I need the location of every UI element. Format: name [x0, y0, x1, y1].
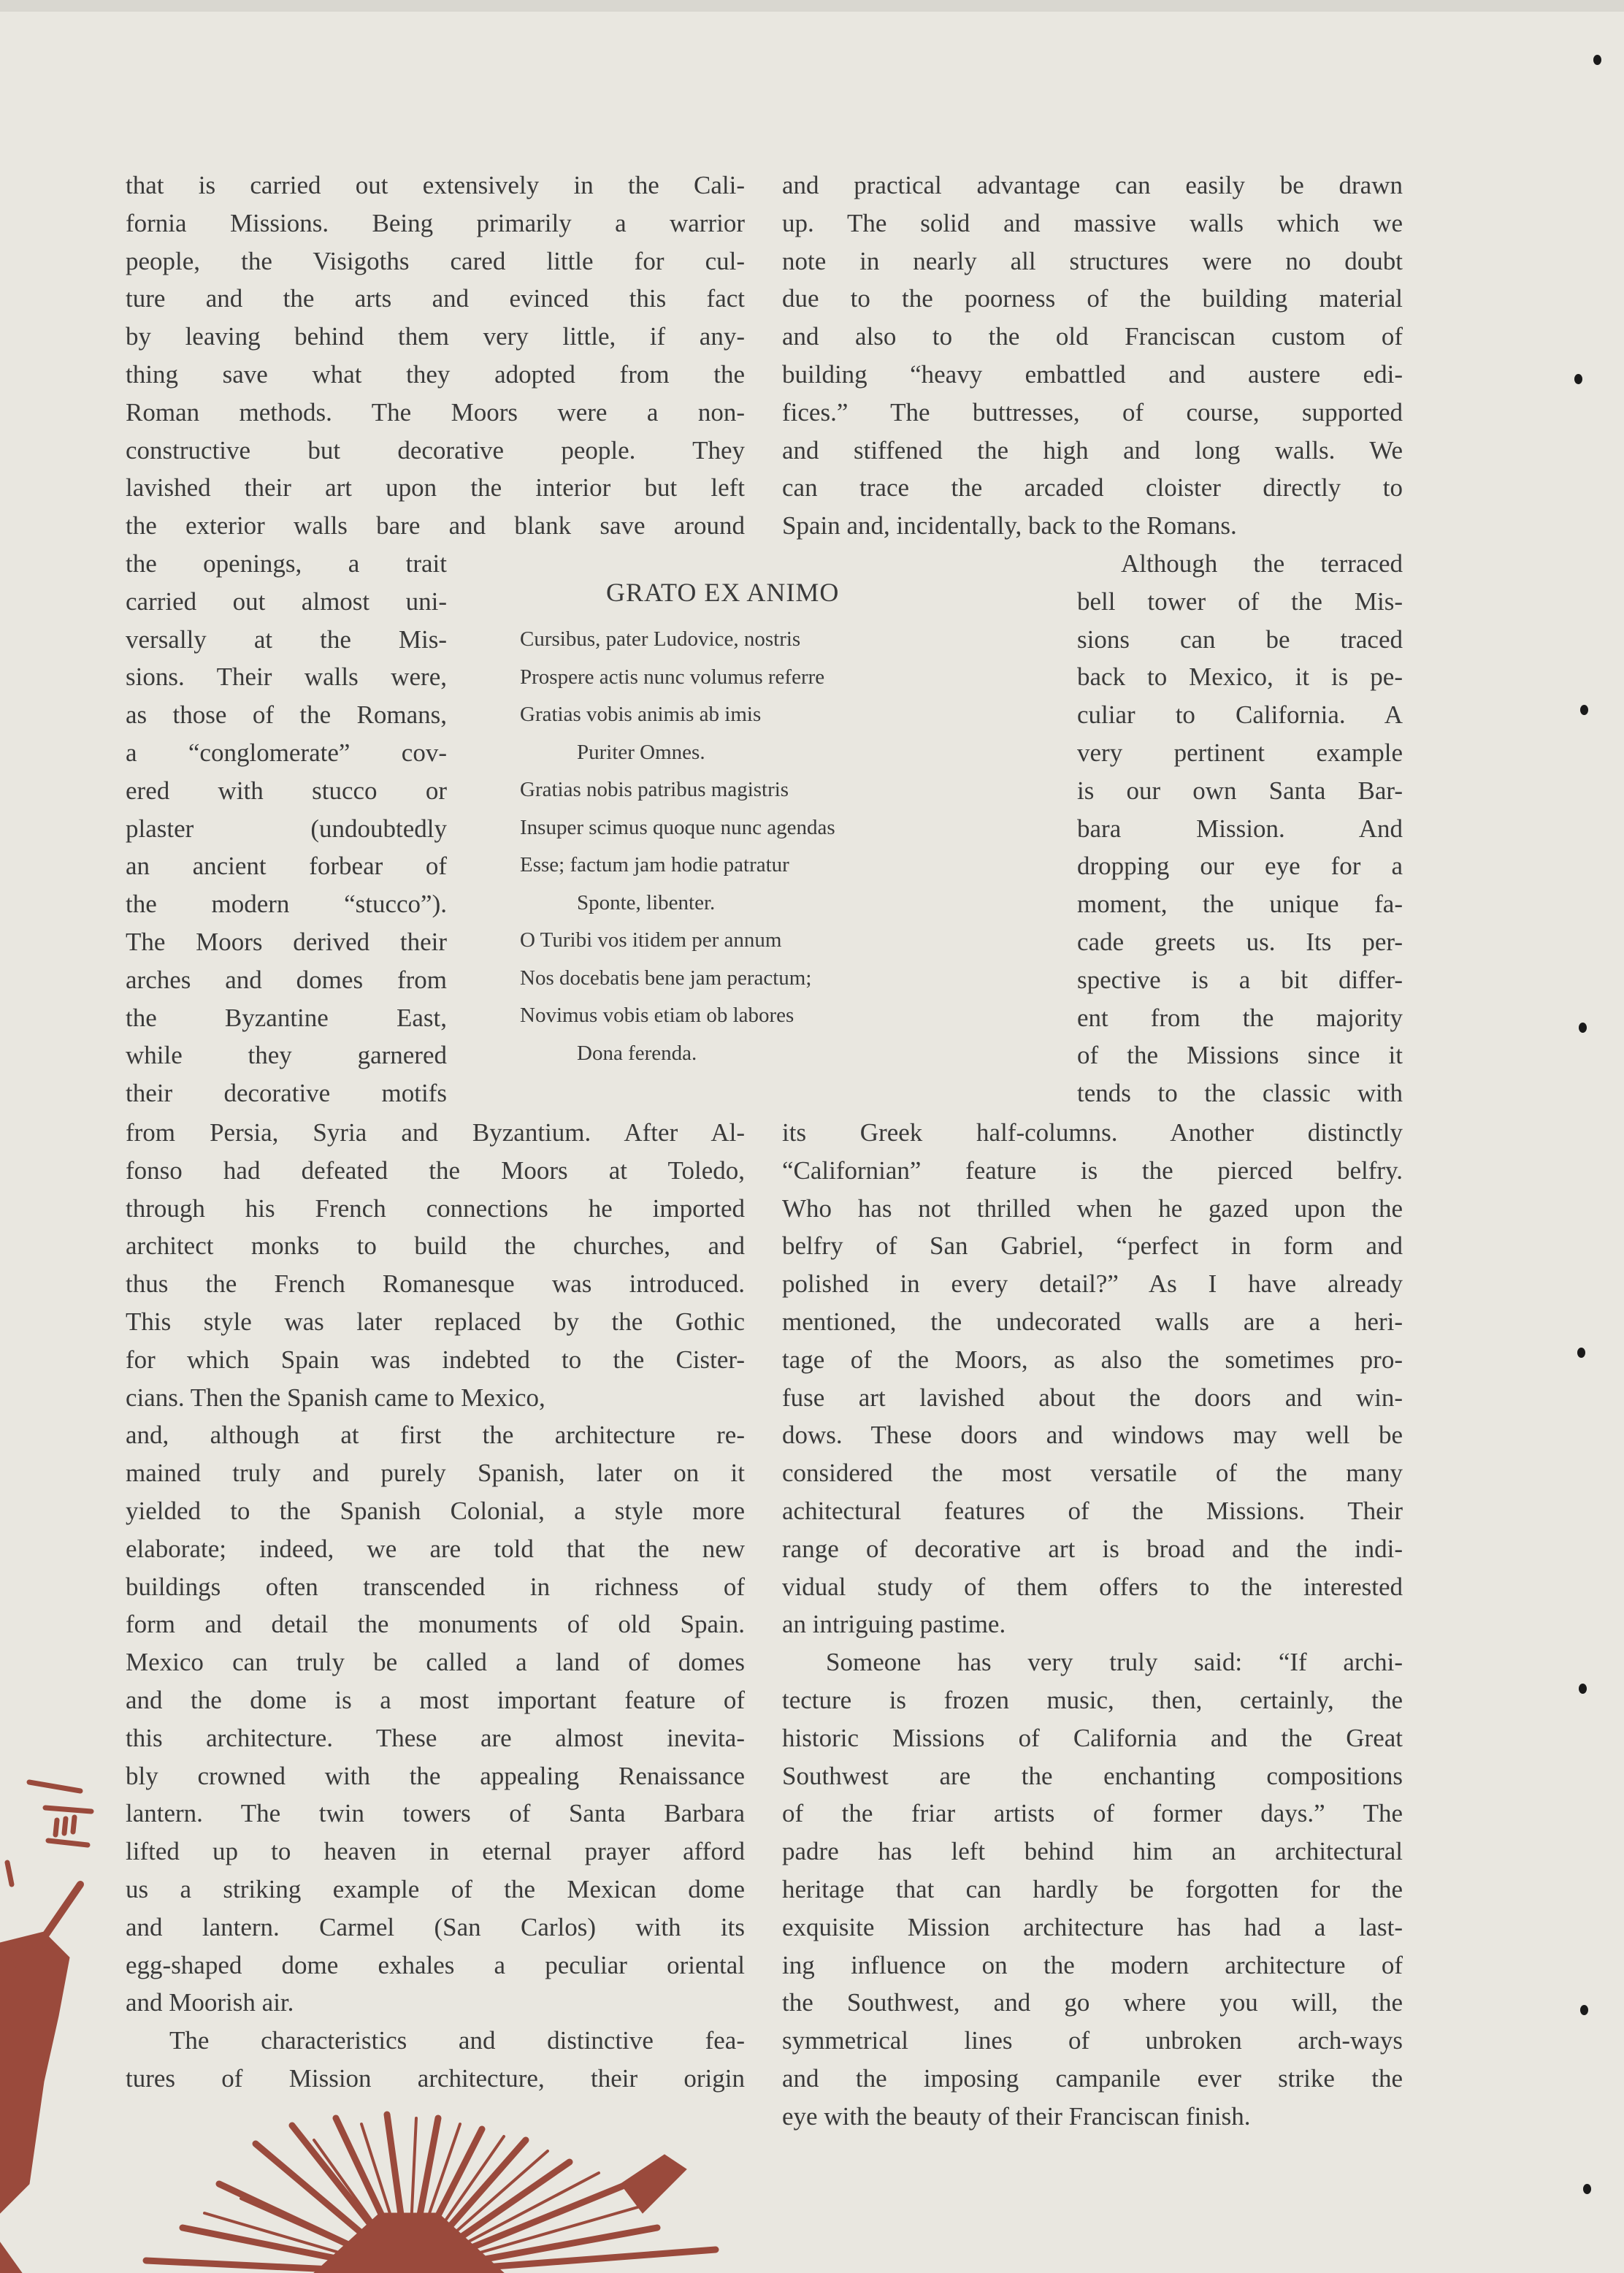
text-line: eye with the beauty of their Franciscan finish. — [782, 2101, 1251, 2131]
text-line: building “heavy embattled and austere edi- — [782, 359, 1403, 389]
poem — [520, 577, 1016, 1072]
text-line: The characteristics and distinctive fea- — [169, 2026, 745, 2055]
woodcut-decoration-icon — [0, 1775, 789, 2273]
poem-line: Esse; factum jam hodie patratur — [520, 853, 789, 876]
text-line: the modern “stucco”). — [126, 890, 447, 919]
text-line: Who has not thrilled when he gazed upon the — [782, 1193, 1403, 1223]
text-line: culiar to California. A — [1077, 700, 1403, 730]
text-line: sions. Their walls were, — [126, 662, 447, 692]
text-line: as those of the Romans, — [126, 700, 447, 730]
text-line: that is carried out extensively in the Cali- — [126, 171, 745, 199]
text-line: mained truly and purely Spanish, later on it — [126, 1459, 745, 1488]
text-line: this architecture. These are almost inevita- — [126, 1723, 745, 1752]
text-line: form and detail the monuments of old Spain. — [126, 1610, 745, 1639]
poem-line: Prospere actis nunc volumus referre — [520, 665, 825, 689]
text-line: us a striking example of the Mexican dome — [126, 1874, 745, 1903]
text-line: arches and domes from — [126, 965, 447, 994]
text-line: tures of Mission architecture, their origin — [126, 2063, 745, 2093]
text-line: dows. These doors and windows may well be — [782, 1421, 1403, 1450]
text-line: bell tower of the Mis- — [1077, 587, 1403, 616]
poem-line: Gratias vobis animis ab imis — [520, 703, 762, 726]
text-line: sions can be traced — [1077, 624, 1403, 654]
text-line: is our own Santa Bar- — [1077, 776, 1403, 805]
binding-hole-icon — [1580, 2005, 1588, 2015]
text-line: people, the Visigoths cared little for cul- — [126, 246, 745, 275]
text-line: spective is a bit differ- — [1077, 965, 1403, 994]
text-line: “Californian” feature is the pierced belfry. — [782, 1155, 1403, 1185]
right-column-upper — [782, 167, 1403, 545]
text-line: dropping our eye for a — [1077, 852, 1403, 881]
poem-line: Dona ferenda. — [577, 1041, 697, 1065]
poem-line: Cursibus, pater Ludovice, nostris — [520, 627, 801, 651]
binding-holes — [1570, 0, 1624, 2273]
poem-line: Puriter Omnes. — [577, 740, 705, 764]
binding-hole-icon — [1577, 1348, 1585, 1358]
text-line: of the friar artists of former days.” The — [782, 1799, 1403, 1828]
text-line: while they garnered — [126, 1041, 447, 1070]
text-line: thing save what they adopted from the — [126, 359, 745, 389]
text-line: ered with stucco or — [126, 776, 447, 805]
text-line: mentioned, the undecorated walls are a heri- — [782, 1307, 1403, 1336]
text-line: fornia Missions. Being primarily a warrior — [126, 208, 745, 237]
text-line: an ancient forbear of — [126, 852, 447, 881]
text-line: note in nearly all structures were no doubt — [782, 246, 1403, 275]
text-line: buildings often transcended in richness of — [126, 1572, 745, 1601]
poem-line: Novimus vobis etiam ob labores — [520, 1004, 794, 1027]
text-line: due to the poorness of the building material — [782, 284, 1403, 313]
text-line: Roman methods. The Moors were a non- — [126, 397, 745, 427]
text-line: symmetrical lines of unbroken arch-ways — [782, 2026, 1403, 2055]
text-line: can trace the arcaded cloister directly to — [782, 473, 1403, 503]
text-line: by leaving behind them very little, if any- — [126, 322, 745, 351]
text-line: and the imposing campanile ever strike the — [782, 2063, 1403, 2093]
binding-hole-icon — [1579, 1684, 1587, 1694]
text-line: their decorative motifs — [126, 1079, 447, 1108]
text-line: bly crowned with the appealing Renaissance — [126, 1761, 745, 1790]
text-line: range of decorative art is broad and the indi- — [782, 1534, 1403, 1563]
left-column-narrow — [126, 545, 447, 1112]
text-line: elaborate; indeed, we are told that the new — [126, 1534, 745, 1563]
text-line: historic Missions of California and the Great — [782, 1723, 1403, 1752]
text-line: ing influence on the modern architecture of — [782, 1950, 1403, 1979]
text-line: Someone has very truly said: “If archi- — [826, 1648, 1403, 1677]
text-line: lantern. The twin towers of Santa Barbara — [126, 1799, 745, 1828]
text-line: up. The solid and massive walls which we — [782, 208, 1403, 237]
text-line: through his French connections he imported — [126, 1193, 745, 1223]
binding-hole-icon — [1574, 374, 1582, 384]
text-line: vidual study of them offers to the interested — [782, 1572, 1403, 1601]
text-line: of the Missions since it — [1077, 1041, 1403, 1070]
text-line: tends to the classic with — [1077, 1079, 1403, 1108]
text-line: and Moorish air. — [126, 1988, 294, 2017]
poem-line: O Turibi vos itidem per annum — [520, 928, 782, 952]
text-line: an intriguing pastime. — [782, 1610, 1006, 1639]
poem-line: Nos docebatis bene jam peractum; — [520, 966, 812, 990]
text-line: its Greek half-columns. Another distinctly — [782, 1118, 1403, 1147]
text-line: for which Spain was indebted to the Cister- — [126, 1345, 745, 1374]
poem-line: Insuper scimus quoque nunc agendas — [520, 815, 835, 839]
text-line: versally at the Mis- — [126, 624, 447, 654]
text-line: a “conglomerate” cov- — [126, 738, 447, 767]
right-column-narrow — [1077, 545, 1403, 1112]
text-line: cade greets us. Its per- — [1077, 927, 1403, 956]
text-line: This style was later replaced by the Gothic — [126, 1307, 745, 1336]
right-column-lower — [782, 1114, 1403, 2136]
text-line: and stiffened the high and long walls. We — [782, 435, 1403, 465]
text-line: thus the French Romanesque was introduced. — [126, 1269, 745, 1299]
text-line: Spain and, incidentally, back to the Romans. — [782, 511, 1237, 540]
poem-title: GRATO EX ANIMO — [606, 578, 840, 607]
text-line: Mexico can truly be called a land of domes — [126, 1648, 745, 1677]
text-line: ture and the arts and evinced this fact — [126, 284, 745, 313]
poem-line: Gratias nobis patribus magistris — [520, 778, 789, 801]
text-line: plaster (undoubtedly — [126, 814, 447, 843]
poem-lines — [520, 621, 1016, 1072]
text-line: The Moors derived their — [126, 927, 447, 956]
text-line: and the dome is a most important feature of — [126, 1685, 745, 1714]
text-line: constructive but decorative people. They — [126, 435, 745, 465]
binding-hole-icon — [1579, 1023, 1587, 1033]
text-line: polished in every detail?” As I have already — [782, 1269, 1403, 1299]
binding-hole-icon — [1583, 2184, 1591, 2194]
text-line: and also to the old Franciscan custom of — [782, 322, 1403, 351]
left-column-upper — [126, 167, 745, 545]
text-line: fuse art lavished about the doors and win- — [782, 1383, 1403, 1412]
text-line: lavished their art upon the interior but left — [126, 473, 745, 503]
text-line: very pertinent example — [1077, 738, 1403, 767]
text-line: yielded to the Spanish Colonial, a style more — [126, 1496, 745, 1525]
text-line: considered the most versatile of the many — [782, 1459, 1403, 1488]
text-line: carried out almost uni- — [126, 587, 447, 616]
text-line: exquisite Mission architecture has had a last- — [782, 1912, 1403, 1941]
text-line: egg-shaped dome exhales a peculiar oriental — [126, 1950, 745, 1979]
text-line: the exterior walls bare and blank save around — [126, 511, 745, 540]
text-line: fices.” The buttresses, of course, supported — [782, 397, 1403, 427]
text-line: and, although at first the architecture re- — [126, 1421, 745, 1450]
text-line: cians. Then the Spanish came to Mexico, — [126, 1383, 545, 1412]
text-line: ent from the majority — [1077, 1003, 1403, 1032]
binding-hole-icon — [1593, 55, 1601, 65]
text-line: Southwest are the enchanting compositions — [782, 1761, 1403, 1790]
text-line: Although the terraced — [1121, 549, 1403, 578]
text-line: bara Mission. And — [1077, 814, 1403, 843]
text-line: lifted up to heaven in eternal prayer afford — [126, 1837, 745, 1866]
text-line: architect monks to build the churches, and — [126, 1231, 745, 1261]
text-line: the openings, a trait — [126, 549, 447, 578]
text-line: fonso had defeated the Moors at Toledo, — [126, 1155, 745, 1185]
text-line: the Southwest, and go where you will, the — [782, 1988, 1403, 2017]
text-line: from Persia, Syria and Byzantium. After Al- — [126, 1118, 745, 1147]
text-line: and lantern. Carmel (San Carlos) with its — [126, 1912, 745, 1941]
binding-hole-icon — [1580, 705, 1588, 715]
text-line: tage of the Moors, as also the sometimes pro- — [782, 1345, 1403, 1374]
text-line: the Byzantine East, — [126, 1003, 447, 1032]
text-line: and practical advantage can easily be drawn — [782, 171, 1403, 199]
text-line: heritage that can hardly be forgotten for the — [782, 1874, 1403, 1903]
text-line: moment, the unique fa- — [1077, 890, 1403, 919]
text-line: belfry of San Gabriel, “perfect in form and — [782, 1231, 1403, 1261]
text-line: tecture is frozen music, then, certainly, the — [782, 1685, 1403, 1714]
text-line: padre has left behind him an architectural — [782, 1837, 1403, 1866]
text-line: achitectural features of the Missions. Their — [782, 1496, 1403, 1525]
text-line: back to Mexico, it is pe- — [1077, 662, 1403, 692]
poem-line: Sponte, libenter. — [577, 890, 716, 914]
page-top-edge — [0, 0, 1624, 12]
